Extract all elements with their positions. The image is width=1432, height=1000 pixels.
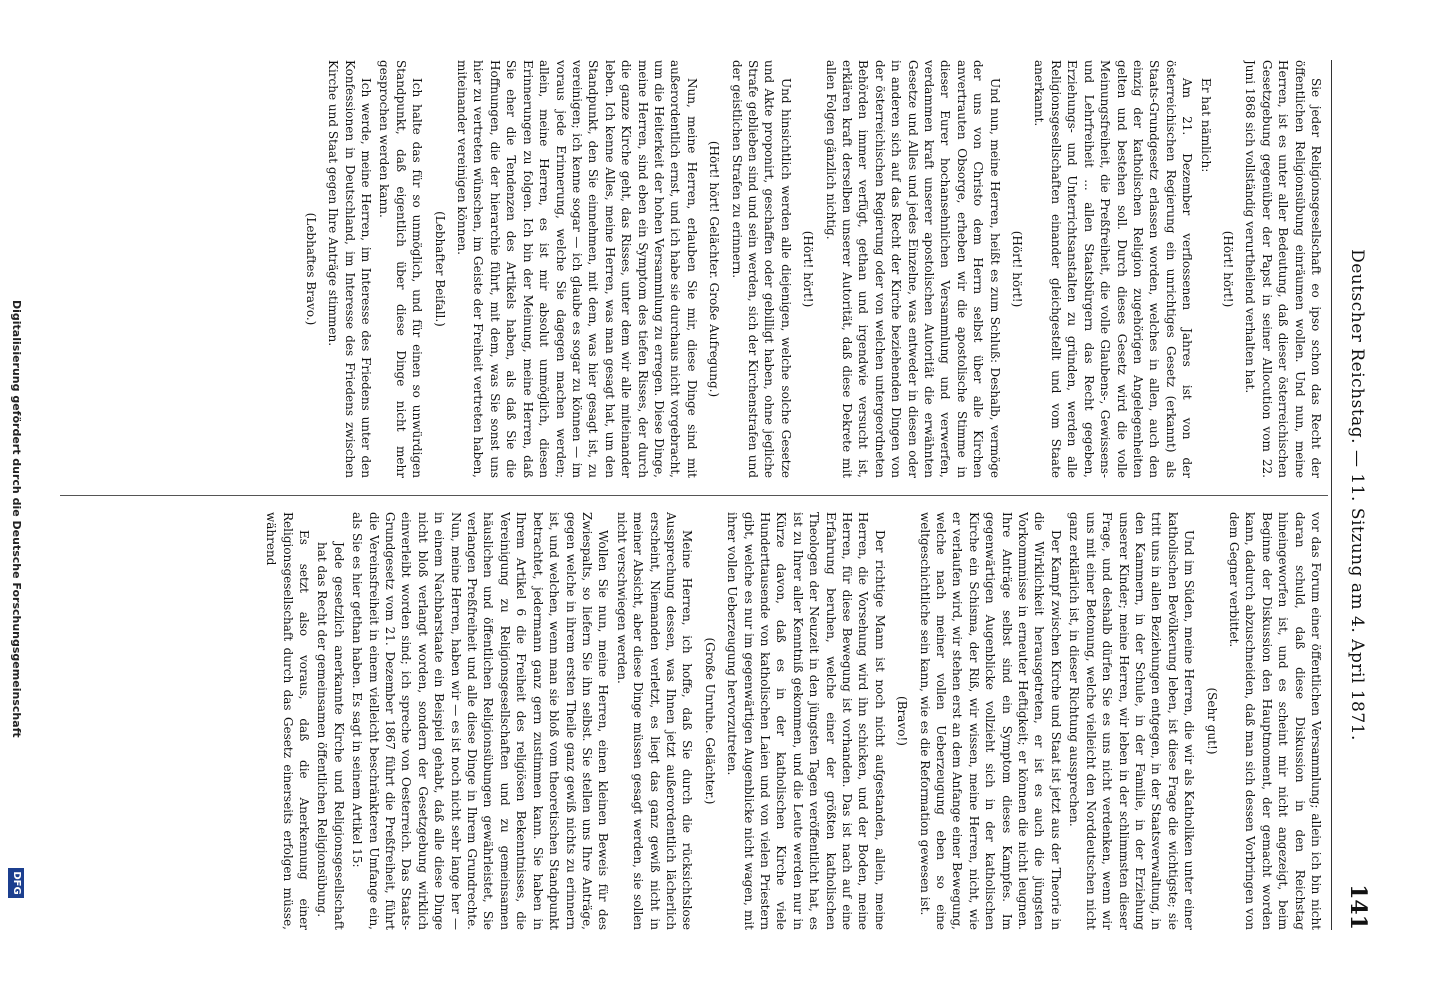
paragraph: vor das Forum einer öffentlichen Versammlung; allein ich bin nicht daran schuld, daß diese Diskussion in den Reichstag hineingeworfen ist, und es scheint mir nicht angezeigt, beim Beginne der Diskussion den Hauptmoment, der gemacht worden kann, dadurch abzuschneiden, daß man sich dessen Vorbringen von dem Gegner verbittet.	[1226, 512, 1323, 930]
interjection: (Hört! hört!)	[1010, 230, 1025, 308]
digitization-credit: Digitalisierung gefördert durch die Deutsche Forschungsgemeinschaft	[10, 300, 23, 738]
paragraph: Er hat nämlich:	[1198, 78, 1213, 173]
paragraph: Und im Süden, meine Herren, die wir als Katholiken unter einer katholischen Bevölkerung leben, ist diese Frage die wichtigste; sie tritt uns in allen Beziehungen entgegen, in der Staatsverwaltung, in den Kammern, in der Schule, in der Familie, in der Erziehung unserer Kinder; meine Herren, wir leben in der schlimmsten dieser Frage, und deshalb dürfen Sie es uns nicht verdenken, wenn wir uns mit einer Betonung, welche vielleicht den Norddeutschen nicht ganz erklärlich ist, in dieser Richtung aussprechen.	[1067, 512, 1197, 930]
dfg-logo: DFG	[8, 868, 24, 898]
paragraph: Der richtige Mann ist noch nicht aufgestanden, allein, meine Herren, die Vorsehung wird ihn schicken, und der Boden, meine Herren, für diese Bewegung ist vorhanden. Das ist nach auf eine Erfahrung beruhen, welche einer der größten katholischen Theologen der Neuzeit in den jüngsten Tagen veröffentlicht hat, es ist zu Ihrer aller Kenntniß gekommen, und die Leute werden nur in Kürze davon, daß es in der katholischen Kirche viele Hunderttausende von katholischen Laien und von vielen Priestern gibt, welche es nur im gegenwärtigen Augenblicke nicht wagen, mit ihrer vollen Ueberzeugung hervorzutreten.	[725, 512, 887, 930]
paragraph: Wollen Sie nun, meine Herren, einen kleinen Beweis für des Zwiespalts, so liefern Sie ihn selbst. Sie stellen uns Ihre Anträge, gegen welche in ihrem ersten Theile ganz gewiß nichts zu erinnern ist, und welchen, wenn man sie bloß vom theoretischen Standpunkt betrachtet, jedermann ganz gern zustimmen kann. Sie haben in Ihrem Artikel 6 die Freiheit des religiösen Bekenntnisses, die Vereinigung zu Religionsgesellschaften und zu gemeinsamen häuslichen und öffentlichen Religionsübungen gewährleistet, Sie verlangen Preßfreiheit und alle diese Dinge in Ihrem Grundrechte. Nun, meine Herren, haben wir — es ist noch nicht sehr lange her — in einem Nachbarstaate ein Beispiel gehabt, daß alle diese Dinge nicht bloß verlangt worden, sondern der Gesetzgebung wirklich einverleibt worden sind; ich spreche von Oesterreich. Das Staats-Grundgesetz vom 21. Dezember 1867 führt die Preßfreiheit, führt die Vereinsfreiheit in einem vielleicht beschränkteren Umfange ein, als Sie es hier gethan haben. Es sagt in seinem Artikel 15:	[350, 512, 611, 930]
right-column	[60, 512, 1324, 930]
interjection: (Lebhaftes Bravo.)	[303, 212, 318, 326]
header-rule	[1331, 60, 1332, 930]
paragraph: Ich halte das für so unmöglich, und für einen so unwürdigen Standpunkt, daß eigentlich über diese Dinge nicht mehr gesprochen werden kann.	[377, 60, 425, 478]
interjection: (Sehr gut!)	[1204, 687, 1219, 755]
paragraph: Nun, meine Herren, erlauben Sie mir, diese Dinge sind mit außerordentlich ernst, und ich habe sie durchaus nicht vorgebracht, um die Heiterkeit der hohen Versammlung zu erregen. Diese Dinge, meine Herren, sind eben ein Symptom des tiefen Risses, der durch die ganze Kirche geht, das Risses, unter dem wir alle miteinander leben. Ich kenne Alles, meine Herren, was man gesagt hat, um den Standpunkt, den Sie einnehmen, mit dem, was hier gesagt ist, zu vereinigen; ich kenne sogar — ich glaube es sogar zu können — im voraus jede Erinnerung, welche Sie dagegen machen werden; allein, meine Herren, es ist mir absolut unmöglich, diesen Erinnerungen zu folgen. Ich bin der Meinung, meine Herren, daß Sie eher die Tendenzen des Artikels haben, als daß Sie die Hoffnungen, die der hierarchie führt, mit dem, was Sie sonst uns hier zu vertreten wünschen, im Geiste der Freiheit vertreten haben, miteinander vereinigen können.	[455, 60, 699, 478]
page-number: 141	[1345, 884, 1371, 930]
interjection: (Große Unruhe. Gelächter.)	[702, 637, 717, 805]
paragraph: Es setzt also voraus, daß die Anerkennung einer Religionsgesellschaft durch das Gesetz einerseits erfolgen müsse, während	[264, 512, 312, 930]
paragraph: Jede gesetzlich anerkannte Kirche und Religionsgesellschaft hat das Recht der gemeinsamen öffentlichen Religionsübung.	[315, 542, 346, 930]
column-divider	[60, 495, 1328, 496]
paragraph: Der Kampf zwischen Kirche und Staat ist jetzt aus der Theorie in die Wirklichkeit herausgetreten, er ist es auch die jüngsten Vorkommnisse in erneuter Heftigkeit; er können die nicht leugnen. Ihre Anträge selbst sind ein Symptom dieses Kampfes. Im gegenwärtigen Augenblicke vollzieht sich in der katholischen Kirche ein Schisma, der Riß, wir wissen, meine Herren, nicht, wie er verlaufen wird, wir stehen erst an dem Anfange einer Bewegung, welche nach meiner vollen Ueberzeugung eben so eine weltgeschichtliche sein kann, wie es die Reformation gewesen ist.	[917, 512, 1063, 930]
paragraph: Und hinsichtlich werden alle diejenigen, welche solche Gesetze und Akte proponirt, geschaffen oder gebilligt haben, ohne jegliche Strafe geblieben sind und sein werden, sich der Kirchenstrafen und der geistlichen Strafen zu erinnern.	[729, 60, 793, 478]
interjection: (Hört! hört!)	[1220, 230, 1235, 308]
interjection: (Lebhafter Beifall.)	[432, 211, 447, 327]
paragraph: Ich werde, meine Herren, im Interesse des Friedens unter den Konfessionen in Deutschland, im Interesse des Friedens zwischen Kirche und Staat gegen Ihre Anträge stimmen.	[326, 60, 374, 478]
interjection: (Hört! hört!)	[801, 230, 816, 308]
interjection: (Hört! hört! Gelächter. Große Aufregung.)	[707, 140, 722, 398]
interjection: (Bravo!)	[895, 696, 910, 746]
page-header	[1337, 60, 1377, 930]
paragraph: Und nun, meine Herren, heißt es zum Schluß: Deshalb, vermöge der uns von Christo dem Herrn selbst über alle Kirchen anvertrauten Obsorge, erheben wir die apostolische Stimme in dieser Eurer hochansehnlichen Versammlung und verwerfen, verdammen kraft unserer apostolischen Autorität die erwähnten Gesetze und Alles und jedes Einzelne, was entweder in diesen oder in anderen sich auf das Recht der Kirche beziehenden Dingen von der österreichischen Regierung oder von welchen untergeordneten Behörden immer verfügt, gethan und irgendwie versucht ist, erklären kraft derselben unserer Autorität, daß diese Dekrete mit allen Folgen gänzlich nichtig.	[823, 60, 1002, 478]
page-title: Deutscher Reichstag. — 11. Sitzung am 4. April 1871.	[1347, 249, 1367, 741]
paragraph: Sie jeder Religionsgesellschaft eo ipso schon das Recht der öffentlichen Religionsübung einräumen wollen. Und nun, meine Herren, ist es unter aller Bedeutung, daß dieser österreichischen Gesetzgebung gegenüber der Papst in seiner Allocution vom 22. Juni 1868 sich vollständig verurtheilend verhalten hat.	[1243, 60, 1323, 478]
left-column	[60, 60, 1324, 478]
paragraph: Meine Herren, ich hoffe, daß Sie durch die rücksichtslose Aussprechung dessen, was Ihnen jetzt außerordentlich lächerlich erscheint, Niemanden verletzt, es liegt das ganz gewiß nicht in meiner Absicht, aber diese Dinge müssen gesagt werden, sie sollen nicht verschwiegen werden.	[614, 512, 695, 930]
paragraph: Am 21. Dezember verflossenen Jahres ist von der österreichischen Regierung ein unrichtiges Gesetz (erkannt) als Staats-Grundgesetz erlassen worden, welches in allen, auch den einzig der katholischen Religion zugehörigen Angelegenheiten gelten und bestehen soll. Durch dieses Gesetz wird die volle Meinungsfreiheit, die Preßfreiheit, die volle Glaubens-, Gewissens- und Lehrfreiheit ... allen Staatsbürgern das Recht gegeben, Erziehungs- und Unterrichtsanstalten zu gründen, werden alle Religionsgesellschaften einander gleichgestellt und vom Staate anerkannt.	[1032, 60, 1195, 478]
